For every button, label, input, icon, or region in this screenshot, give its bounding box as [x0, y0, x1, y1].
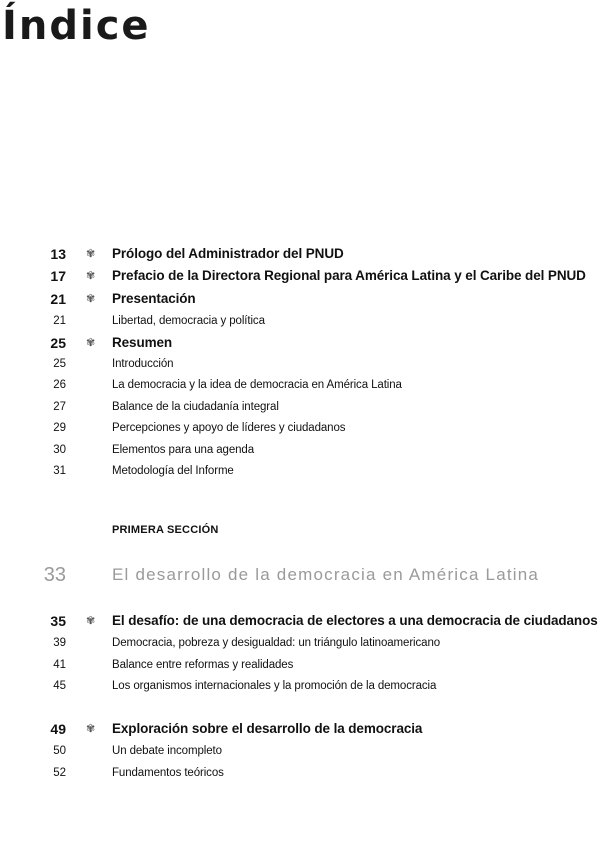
toc-page-number: 21	[50, 291, 66, 307]
toc-page-number: 30	[53, 444, 66, 456]
toc-page-number: 13	[50, 246, 66, 262]
toc-entry-label: Resumen	[112, 335, 173, 350]
toc-page-number: 49	[50, 721, 66, 737]
toc-page-number: 25	[50, 335, 66, 351]
toc-page-number: 35	[50, 613, 66, 629]
toc-subentry[interactable]	[0, 399, 600, 419]
toc-entry[interactable]	[0, 245, 600, 265]
toc-page-number: 52	[53, 767, 66, 779]
toc-subentry[interactable]	[0, 635, 600, 655]
ornament-icon: ✾	[86, 248, 96, 260]
toc-subentry[interactable]	[0, 678, 600, 698]
toc-subentry[interactable]	[0, 442, 600, 462]
toc-page-number: 29	[53, 422, 66, 434]
toc-entry[interactable]	[0, 290, 600, 310]
toc-page-number: 45	[53, 680, 66, 692]
toc-subentry[interactable]	[0, 356, 600, 376]
toc-entry-label: Balance entre reformas y realidades	[112, 659, 294, 671]
toc-page-number: 41	[53, 659, 66, 671]
ornament-icon: ✾	[86, 615, 96, 627]
toc-entry[interactable]	[0, 334, 600, 354]
toc-entry[interactable]	[0, 267, 600, 287]
toc-page-number: 17	[50, 268, 66, 284]
page-title: Índice	[2, 3, 151, 49]
toc-entry-label: Balance de la ciudadanía integral	[112, 401, 279, 413]
toc-entry-label: Percepciones y apoyo de líderes y ciudadanos	[112, 422, 346, 434]
toc-entry-label: Introducción	[112, 358, 174, 370]
toc-entry-label: Fundamentos teóricos	[112, 767, 224, 779]
toc-entry[interactable]	[0, 612, 600, 632]
toc-entry-label: Elementos para una agenda	[112, 444, 254, 456]
toc-page-number: 27	[53, 401, 66, 413]
toc-entry-label: Prólogo del Administrador del PNUD	[112, 246, 344, 261]
toc-page-number: 26	[53, 379, 66, 391]
toc-subentry[interactable]	[0, 743, 600, 763]
toc-entry-label: Prefacio de la Directora Regional para América Latina y el Caribe del PNUD	[112, 268, 586, 283]
toc-entry[interactable]	[0, 720, 600, 740]
part-page-number: 33	[43, 564, 66, 586]
toc-entry-label: Exploración sobre el desarrollo de la democracia	[112, 721, 423, 736]
toc-page-number: 50	[53, 745, 66, 757]
ornament-icon: ✾	[86, 270, 96, 282]
toc-page-number: 21	[53, 315, 66, 327]
part-heading[interactable]	[0, 562, 600, 588]
toc-subentry[interactable]	[0, 463, 600, 483]
ornament-icon: ✾	[86, 293, 96, 305]
toc-entry-label: El desafío: de una democracia de electores a una democracia de ciudadanos	[112, 613, 598, 628]
ornament-icon: ✾	[86, 337, 96, 349]
toc-entry-label: Metodología del Informe	[112, 465, 234, 477]
toc-subentry[interactable]	[0, 657, 600, 677]
toc-entry-label: Presentación	[112, 291, 196, 306]
toc-page-number: 31	[53, 465, 66, 477]
ornament-icon: ✾	[86, 723, 96, 735]
toc-entry-label: La democracia y la idea de democracia en América Latina	[112, 379, 402, 391]
toc-subentry[interactable]	[0, 765, 600, 785]
section-label: PRIMERA SECCIÓN	[112, 524, 219, 536]
toc-page-number: 39	[53, 637, 66, 649]
toc-entry-label: Los organismos internacionales y la promoción de la democracia	[112, 680, 437, 692]
toc-entry-label: Un debate incompleto	[112, 745, 222, 757]
toc-subentry[interactable]	[0, 313, 600, 333]
part-title: El desarrollo de la democracia en América Latina	[112, 565, 540, 584]
toc-subentry[interactable]	[0, 420, 600, 440]
toc-page-number: 25	[53, 358, 66, 370]
toc-subentry[interactable]	[0, 377, 600, 397]
toc-entry-label: Democracia, pobreza y desigualdad: un triángulo latinoamericano	[112, 637, 441, 649]
toc-entry-label: Libertad, democracia y política	[112, 315, 265, 327]
